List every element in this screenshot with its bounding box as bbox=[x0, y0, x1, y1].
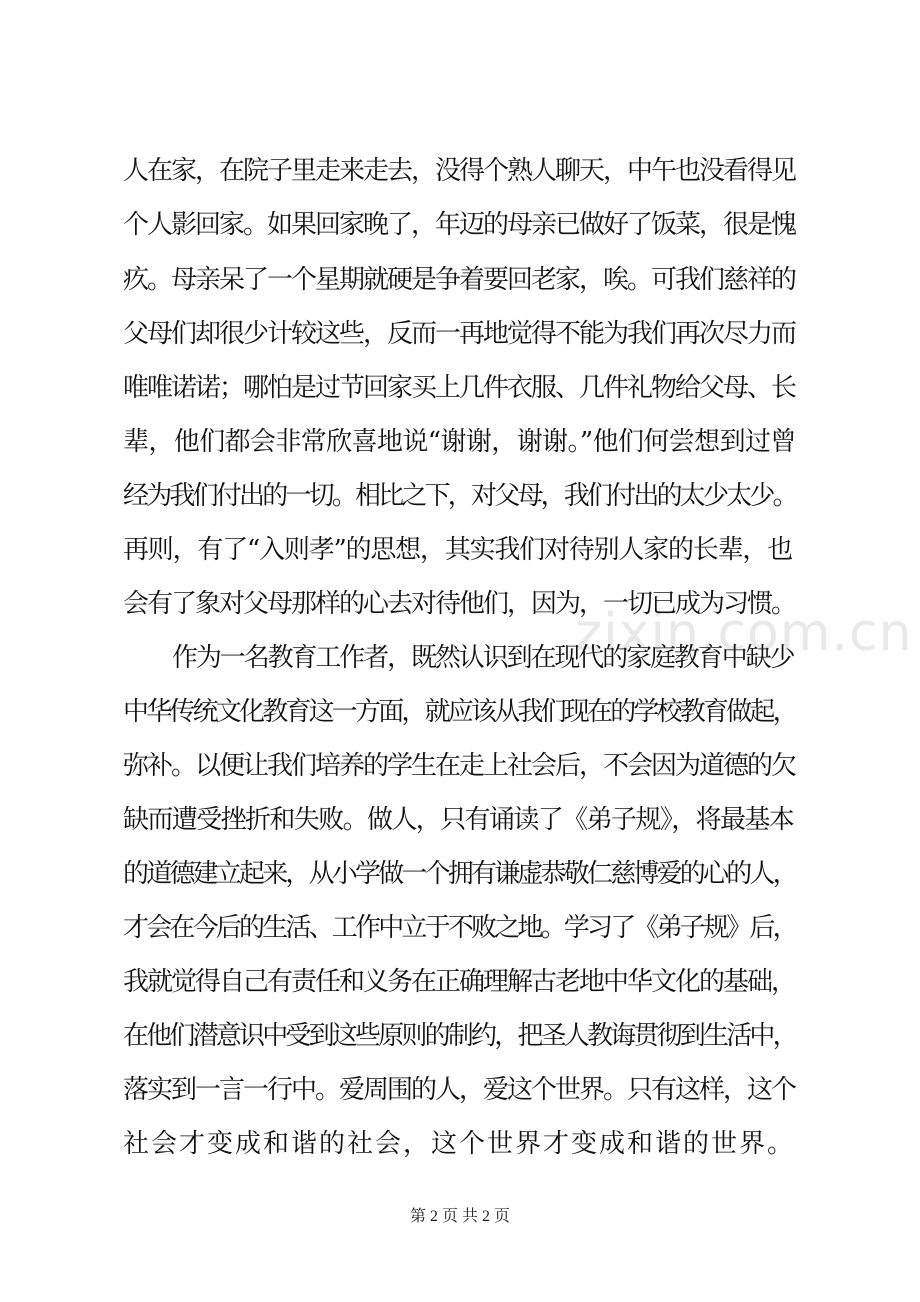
text-line: 中华传统文化教育这一方面，就应该从我们现在的学校教育做起， bbox=[123, 697, 796, 727]
text-line: 会有了象对父母那样的心去对待他们，因为，一切已成为习惯。 bbox=[123, 589, 796, 619]
text-line: 弥补。以便让我们培养的学生在走上社会后，不会因为道德的欠 bbox=[123, 751, 796, 781]
text-line: 社会才变成和谐的社会，这个世界才变成和谐的世界。 bbox=[123, 1129, 796, 1159]
text-line: 在他们潜意识中受到这些原则的制约，把圣人教诲贯彻到生活中， bbox=[123, 1021, 796, 1051]
text-line: 再则，有了“入则孝”的思想，其实我们对待别人家的长辈，也 bbox=[123, 535, 792, 565]
text-line: 才会在今后的生活、工作中立于不败之地。学习了《弟子规》后， bbox=[123, 913, 796, 943]
text-line: 落实到一言一行中。爱周围的人，爱这个世界。只有这样，这个 bbox=[123, 1075, 796, 1105]
text-line: 经为我们付出的一切。相比之下，对父母，我们付出的太少太少。 bbox=[123, 481, 796, 511]
text-line: 缺而遭受挫折和失败。做人，只有诵读了《弟子规》，将最基本 bbox=[123, 805, 794, 835]
page-footer: 第 2 页 共 2 页 bbox=[409, 1208, 510, 1225]
text-line: 作为一名教育工作者，既然认识到在现代的家庭教育中缺少 bbox=[172, 643, 794, 673]
text-line: 辈，他们都会非常欣喜地说“谢谢，谢谢。”他们何尝想到过曾 bbox=[123, 427, 796, 457]
text-line: 疚。母亲呆了一个星期就硬是争着要回老家，唉。可我们慈祥的 bbox=[123, 265, 796, 295]
text-line: 父母们却很少计较这些，反而一再地觉得不能为我们再次尽力而 bbox=[123, 319, 796, 349]
text-line: 人在家，在院子里走来走去，没得个熟人聊天，中午也没看得见 bbox=[123, 156, 796, 186]
text-line: 唯唯诺诺；哪怕是过节回家买上几件衣服、几件礼物给父母、长 bbox=[123, 373, 796, 403]
watermark-text: zixin.com.cn bbox=[575, 603, 913, 663]
text-line: 个人影回家。如果回家晚了，年迈的母亲已做好了饭菜，很是愧 bbox=[123, 210, 796, 240]
text-line: 的道德建立起来，从小学做一个拥有谦虚恭敬仁慈博爱的心的人， bbox=[123, 859, 796, 889]
text-line: 我就觉得自己有责任和义务在正确理解古老地中华文化的基础， bbox=[123, 967, 796, 997]
